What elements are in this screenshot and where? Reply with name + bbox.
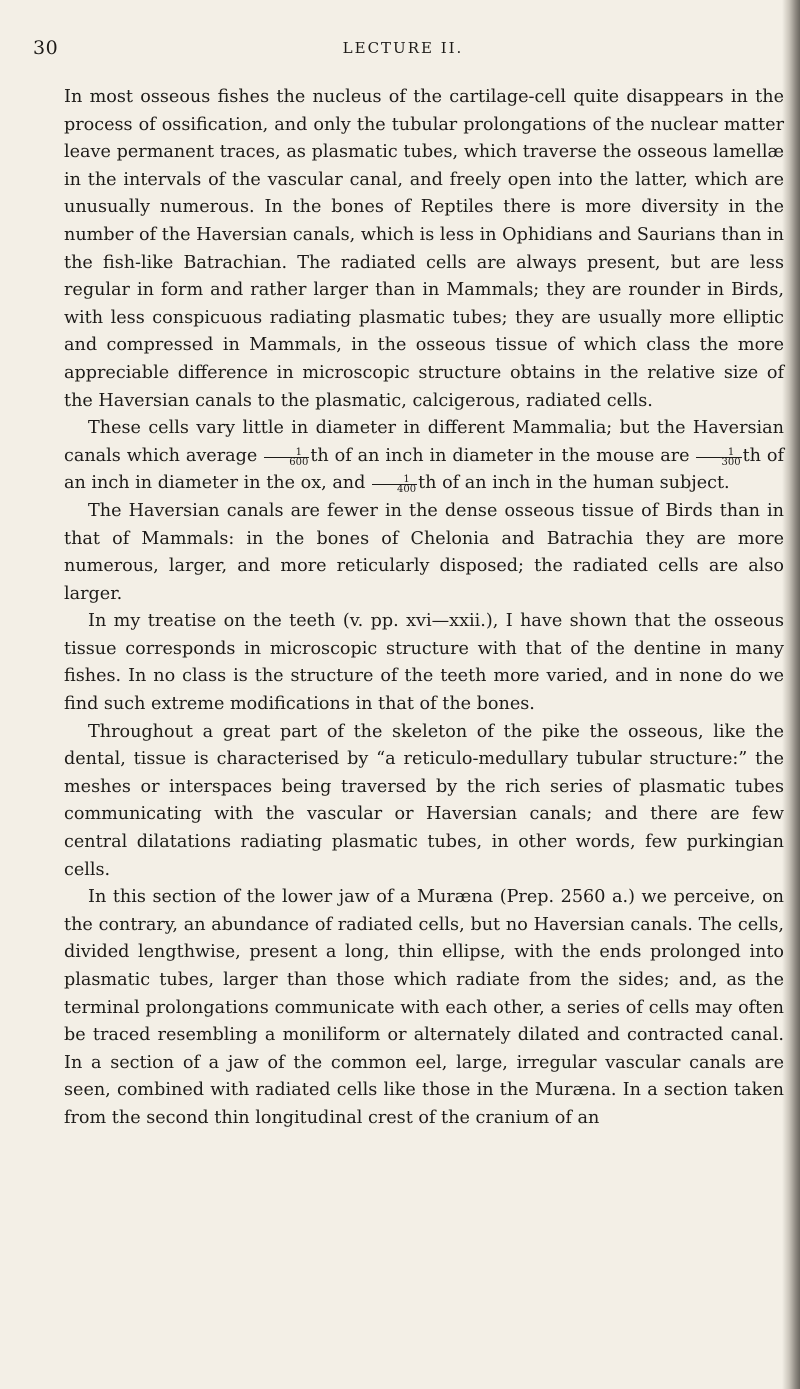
paragraph-2-segment-2: th of an inch in diameter in the mouse are	[310, 445, 696, 466]
paragraph-5: Throughout a great part of the skeleton of the pike the osseous, like the dental, tissue is characterised by “a reticulo-medullary tubular structure:” the meshes or interspaces being traversed by the rich series of plasmatic tubes communicating with the vascular or Haversian canals; and there are few central dilatations radiating plasmatic tubes, in other words, few purkingian cells.	[64, 721, 784, 880]
paragraph-3: The Haversian canals are fewer in the dense osseous tissue of Birds than in that of Mammals: in the bones of Chelonia and Batrachia they are more numerous, larger, and more reticularly disposed; the radiated cells are also larger.	[64, 500, 784, 604]
page-header	[33, 37, 773, 61]
running-head: LECTURE II.	[342, 39, 464, 57]
paragraph-2-segment-1: These cells vary little in diameter in different Mammalia; but the Haversian canals which average	[64, 418, 784, 466]
fraction-1-300: $\frac{1}{300}$	[696, 448, 741, 467]
fraction-1-600: $\frac{1}{600}$	[264, 448, 309, 467]
fraction-1-400: $\frac{1}{400}$	[372, 475, 417, 494]
paragraph-6: In this section of the lower jaw of a Muræna (Prep. 2560 a.) we perceive, on the contrary, an abundance of radiated cells, but no Haversian canals. The cells, divided lengthwise, present a long, thin ellipse, with the ends prolonged into plasmatic tubes, larger than those which radiate from the sides; and, as the terminal prolongations communicate with each other, a series of cells may often be traced resembling a moniliform or alternately dilated and contracted canal. In a section of a jaw of the common eel, large, irregular vascular canals are seen, combined with radiated cells like those in the Muræna. In a section taken from the second thin longitudinal crest of the cranium of an	[64, 887, 784, 1128]
book-spine-shadow	[782, 0, 800, 1389]
paragraph-2	[64, 415, 784, 498]
paragraph-4: In my treatise on the teeth (v. pp. xvi—xxii.), I have shown that the osseous tissue corresponds in microscopic structure with that of the dentine in many fishes. In no class is the structure of the teeth more varied, and in none do we find such extreme modifications in that of the bones.	[64, 611, 784, 715]
body-text	[64, 84, 784, 1133]
paragraph-2-segment-4: th of an inch in the human subject.	[418, 473, 730, 494]
paragraph-1: In most osseous fishes the nucleus of the cartilage-cell quite disappears in the process of ossification, and only the tubular prolongations of the nuclear matter leave permanent traces, as plasmatic tubes, which traverse the osseous lamellæ in the intervals of the vascular canal, and freely open into the latter, which are unusually numerous. In the bones of Reptiles there is more diversity in the number of the Haversian canals, which is less in Ophidians and Saurians than in the fish-like Batrachian. The radiated cells are always present, but are less regular in form and rather larger than in Mammals; they are rounder in Birds, with less conspicuous radiating plasmatic tubes; they are usually more elliptic and compressed in Mammals, in the osseous tissue of which class the more appreciable difference in microscopic structure obtains in the relative size of the Haversian canals to the plasmatic, calcigerous, radiated cells.	[64, 87, 784, 411]
paragraph-2-segment-3: th of an inch in diameter in the ox, and	[64, 445, 784, 494]
page-number: 30	[33, 37, 59, 59]
